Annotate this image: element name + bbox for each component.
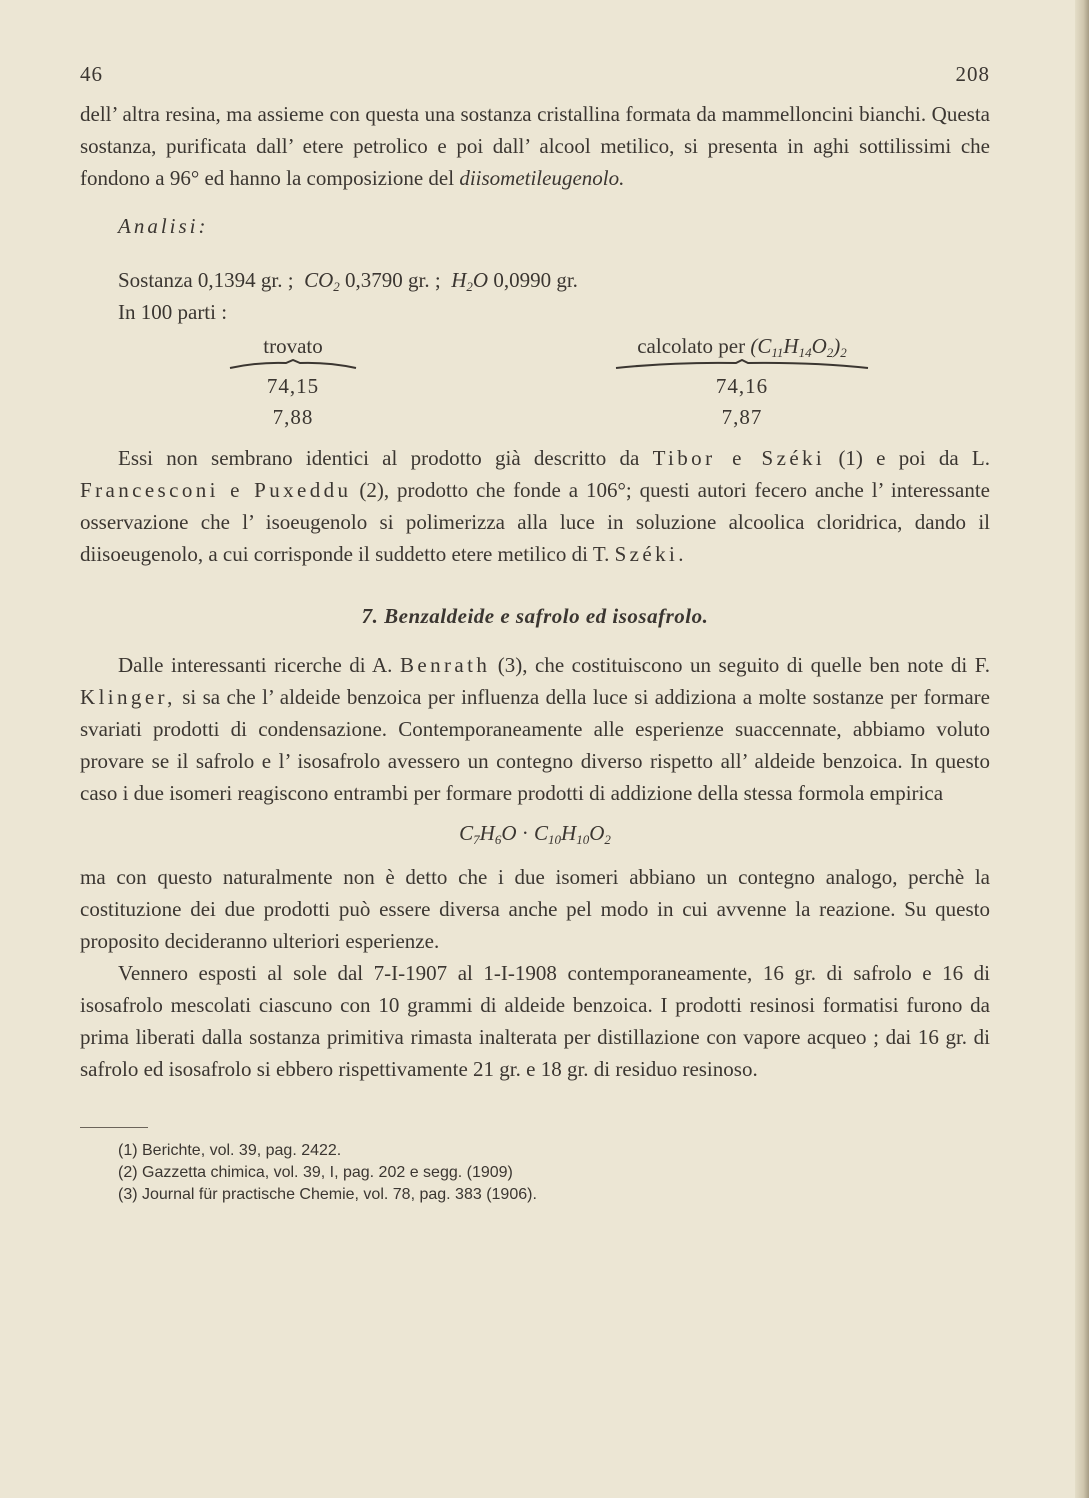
footnote: (3) Journal für practische Chemie, vol. 78, pag. 383 (1906).: [118, 1186, 537, 1203]
page-number-right: 208: [955, 62, 990, 86]
paragraph-ma: ma con questo naturalmente non è detto che i due isomeri abbiano un contegno analogo, perchè la costituzione dei due prodotti può essere diversa anche pel modo in cui avvenne la reazione. Su questo proposito decideranno ulteriori esperienze.: [80, 865, 990, 953]
co2-label: $CO_2$: [304, 268, 340, 294]
intro-paragraph: [80, 98, 990, 194]
compound-name: diisometileugenolo.: [459, 166, 625, 190]
calc-value: 7,87: [721, 405, 763, 429]
paragraph-vennero: Vennero esposti al sole dal 7-I-1907 al 1-I-1908 contemporaneamente, 16 gr. di safrolo e 16 di isosafrolo mescolati ciascuno con 10 grammi di aldeide benzoica. I prodotti resinosi formatisi furono da prima liberati dalla sostanza primitiva rimasta inalterata per distillazione con vapore acqueo ; dai 16 gr. di safrolo ed isosafrolo si ebbero rispettivamente 21 gr. e 18 gr. di residuo resinoso.: [80, 961, 990, 1081]
found-brace: [228, 359, 358, 371]
footnote: (2) Gazzetta chimica, vol. 39, I, pag. 202 e segg. (1909): [118, 1164, 513, 1181]
found-column: [228, 334, 358, 433]
footnote: (1) Berichte, vol. 39, pag. 2422.: [118, 1142, 342, 1159]
sostanza-value: 0,1394 gr.: [197, 268, 283, 292]
calc-value: 74,16: [715, 374, 769, 398]
intro-text: dell’ altra resina, ma assieme con questa una sostanza cristallina formata da mammelloncini bianchi. Questa sostanza, purificata dall’ etere petrolico e poi dall’ alcool metilico, si presenta in aghi sottilissimi che fondono a 96° ed hanno la composizione del: [80, 102, 990, 190]
empirical-formula: $C_7H_6O \cdot C_{10}H_{10}O_2$: [459, 821, 611, 847]
page-number-left: 46: [80, 62, 103, 86]
analysis-table: [80, 334, 990, 434]
sostanza-label: Sostanza: [118, 268, 193, 292]
analysis-heading: Analisi:: [118, 214, 209, 238]
paragraph-dalle: Dalle interessanti ricerche di A. Benrath (3), che costituiscono un seguito di quelle ben note di F. Klinger, si sa che l’ aldeide benzoica per influenza della luce si addiziona a molte sostanze per formare svariati prodotti di condensazione. Contemporaneamente alle esperienze suaccennate, abbiamo voluto provare se il safrolo e l’ isosafrolo avessero un contegno diverso rispetto all’ aldeide benzoica. In questo caso i due isomeri reagiscono entrambi per formare prodotti di addizione della stessa formola empirica: [80, 653, 991, 805]
section-title: 7. Benzaldeide e safrolo ed isosafrolo.: [361, 604, 709, 628]
calc-heading: calcolato per $(C_{11}H_{14}O_2)_2$: [637, 334, 847, 360]
analysis-line: Sostanza 0,1394 gr. ; $CO_2$ 0,3790 gr. ; $H_2O$ 0,0990 gr.: [118, 268, 578, 294]
author-tibor-szeki: Tibor e Széki: [652, 446, 826, 470]
page: [80, 62, 990, 1206]
parts-line: In 100 parti :: [118, 300, 228, 324]
co2-value: 0,3790 gr.: [345, 268, 430, 292]
paragraph-essi: Essi non sembrano identici al prodotto già descritto da Tibor e Széki (1) e poi da L. Francesconi e Puxeddu (2), prodotto che fonde a 106°; questi autori fecero anche l’ interessante osservazione che l’ isoeugenolo si polimerizza alla luce in soluzione alcoolica cloridrica, dando il diisoeugenolo, a cui corrisponde il suddetto etere metilico di T. Széki.: [80, 446, 991, 566]
author-benrath: Benrath: [399, 653, 491, 677]
author-klinger: Klinger,: [80, 685, 176, 709]
page-edge-shadow: [1075, 0, 1089, 1498]
page-header: [80, 62, 990, 98]
calc-formula: $(C_{11}H_{14}O_2)_2$: [750, 334, 847, 360]
h2o-label: $H_2O$: [451, 268, 489, 294]
found-value: 74,15: [266, 374, 320, 398]
footnote-rule: [80, 1127, 148, 1128]
h2o-value: 0,0990 gr.: [493, 268, 578, 292]
calc-column: [612, 334, 872, 433]
found-heading: trovato: [263, 334, 323, 358]
author-szeki: Széki.: [614, 542, 687, 566]
calc-brace: [612, 359, 872, 371]
author-francesconi-puxeddu: Francesconi e Puxeddu: [80, 478, 352, 502]
found-value: 7,88: [272, 405, 314, 429]
